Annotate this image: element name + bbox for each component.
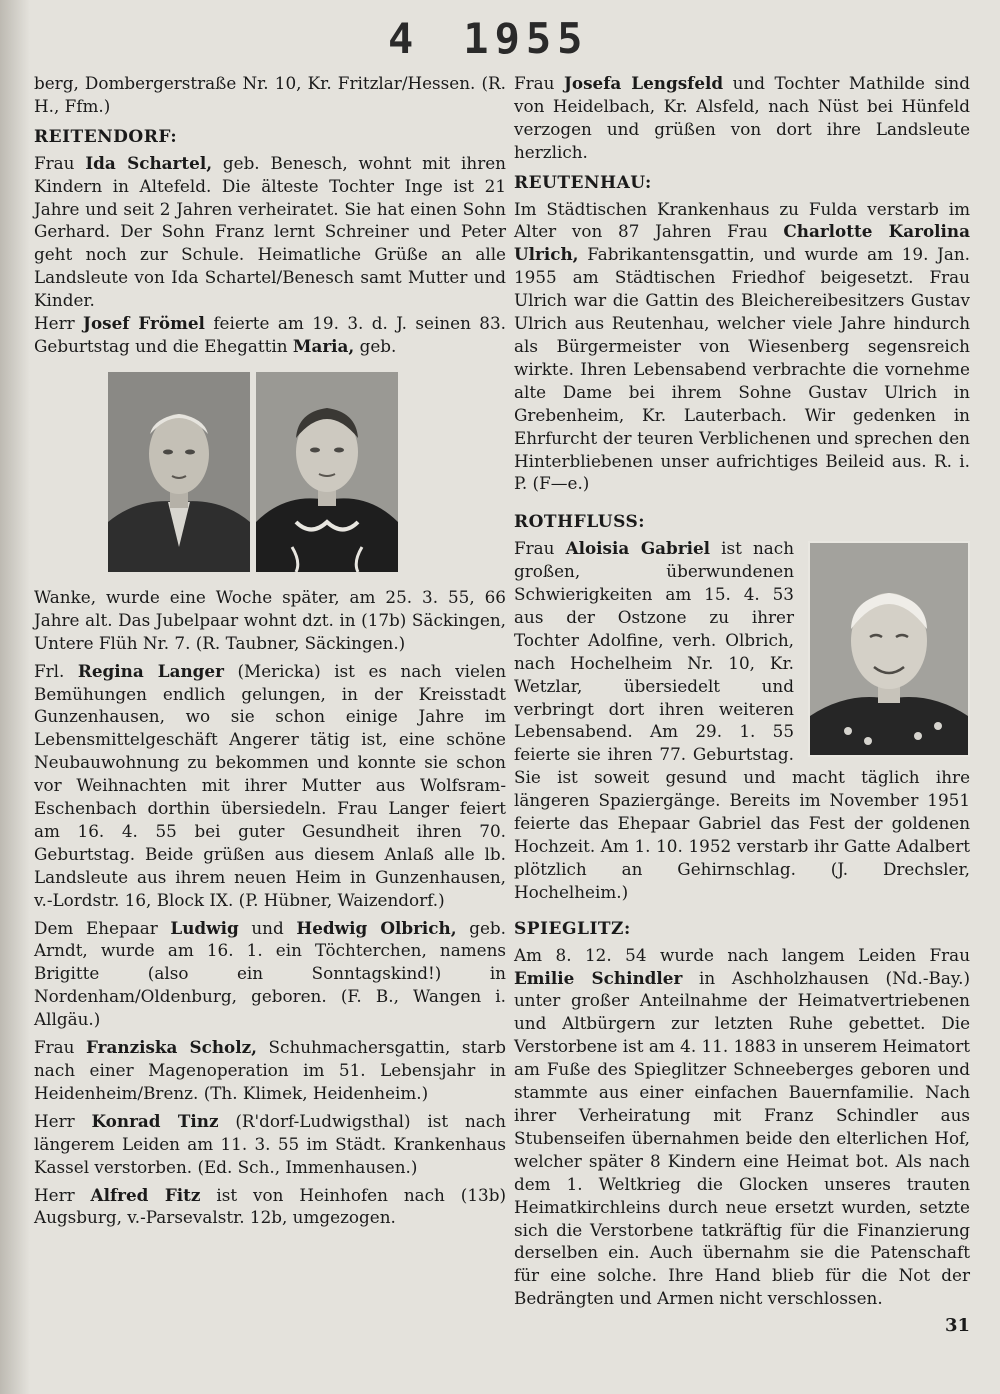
section-heading-reitendorf: REITENDORF: xyxy=(34,126,178,147)
paragraph-scholz: Frau Franziska Scholz, Schuhmachersgattin, starb nach einer Magenoperation im 51. Lebensjahr in Heidenheim/Brenz. (Th. Klimek, Heidenheim.) xyxy=(34,1037,506,1103)
paragraph-fitz: Herr Alfred Fitz ist von Heinhofen nach (13b) Augsburg, v.-Parsevalstr. 12b, umgezogen. xyxy=(34,1184,506,1228)
person-name: Regina Langer xyxy=(77,660,224,681)
intro-paragraph: berg, Dombergerstraße Nr. 10, Kr. Fritzlar/Hessen. (R. H., Ffm.) xyxy=(34,73,506,116)
person-name: Aloisia Gabriel xyxy=(565,538,711,559)
issue-year: 1955 xyxy=(463,14,589,63)
person-name: Konrad Tinz xyxy=(91,1110,219,1131)
couple-photos xyxy=(108,372,506,572)
person-name: Ida Schartel, xyxy=(85,152,213,173)
person-name: Alfred Fitz xyxy=(90,1184,201,1205)
person-name: Ludwig xyxy=(170,917,239,938)
photo-gabriel xyxy=(808,541,970,757)
portrait-woman-image xyxy=(256,372,398,572)
page-gutter-shadow xyxy=(0,0,30,1394)
page-number: 31 xyxy=(944,1315,970,1336)
person-name: Charlotte Karolina Ulrich, xyxy=(514,221,970,265)
paragraph-langer: Frl. Regina Langer (Mericka) ist es nach vielen Bemühungen endlich gelungen, in der Kreisstadt Gunzenhausen, wo sie schon einige Jahre im Lebensmittelgeschäft Angerer tätig ist, eine schöne Neubauwohnung zu bekommen und konnte sie schon vor Weihnachten mit ihrer Mutter aus Wolfsram-Eschenbach dorthin übersiedeln. Frau Langer feiert am 16. 4. 55 bei guter Gesundheit ihren 70. Geburtstag. Beide grüßen aus diesem Anlaß alle lb. Landsleute aus ihrem neuen Heim in Gunzenhausen, v.-Lordstr. 16, Block IX. (P. Hübner, Waizendorf.) xyxy=(34,660,507,910)
section-heading-rothfluss: ROTHFLUSS: xyxy=(514,512,646,533)
right-column xyxy=(514,72,970,1310)
paragraph-froemel: Herr Josef Frömel feierte am 19. 3. d. J. seinen 83. Geburtstag und die Ehegattin Maria, geb. xyxy=(34,313,506,356)
person-name: Maria, xyxy=(292,335,355,356)
rothfluss-article xyxy=(514,537,970,904)
paragraph-ulrich: Im Städtischen Krankenhaus zu Fulda verstarb im Alter von 87 Jahren Frau Charlotte Karolina Ulrich, Fabrikantensgattin, und wurde am 19. Jan. 1955 am Städtischen Friedhof beigesetzt. Frau Ulrich war die Gattin des Bleichereibesitzers Gustav Ulrich aus Reutenhau, welcher viele Jahre hindurch als Bürgermeister von Wiesenberg segensreich wirkte. Ihren Lebensabend verbrachte die vornehme alte Dame bei ihrem Sohne Gustav Ulrich in Grebenheim, Kr. Lauterbach. Wir gedenken in Ehrfurcht der teuren Verblichenen und sprechen den Hinterbliebenen unser aufrichtiges Beileid aus. R. i. P. (F—e.) xyxy=(514,198,970,494)
person-name: Hedwig Olbrich, xyxy=(296,917,457,938)
photo-man xyxy=(108,372,250,572)
portrait-old-woman-image xyxy=(808,541,970,757)
issue-number: 4 xyxy=(388,14,420,63)
person-name: Franziska Scholz, xyxy=(86,1037,257,1058)
left-column xyxy=(34,72,506,1229)
photo-woman xyxy=(256,372,398,572)
paragraph-schindler: Am 8. 12. 54 wurde nach langem Leiden Frau Emilie Schindler in Aschholzhausen (Nd.-Bay.) unter großer Anteilnahme der Heimatvertriebenen und Altbürgern zur letzten Ruhe gebettet. Die Verstorbene ist am 4. 11. 1883 in unserem Heimatort am Fuße des Spieglitzer Schneeberges geboren und stammte aus einer einfachen Bauernfamilie. Nach ihrer Verheiratung mit Franz Schindler aus Stubenseifen übernahmen beide den elterlichen Hof, welcher später 8 Kindern eine Heimat bot. Als nach dem 1. Weltkrieg die Glocken unseres trauten Heimatkirchleins durch neue ersetzt wurden, setzte sich die Verstorbene tatkräftig für die Finanzierung derselben ein. Auch übernahm sie die Patenschaft für eine solche. Ihre Hand blieb für die Not der Bedrängten und Armen nicht verschlossen. xyxy=(514,944,971,1309)
paragraph-froemel-continued: Wanke, wurde eine Woche später, am 25. 3. 55, 66 Jahre alt. Das Jubelpaar wohnt dzt. in (17b) Säckingen, Untere Flüh Nr. 7. (R. Taubner, Säckingen.) xyxy=(34,586,506,653)
paragraph-gabriel: Frau Aloisia Gabriel ist nach großen, überwundenen Schwierigkeiten am 15. 4. 53 aus der Ostzone zu ihrer Tochter Adolfine, verh. Olbrich, nach Hochelheim Nr. 10, Kr. Wetzlar, übersiedelt und verbringt dort ihren weiteren Lebensabend. Am 29. 1. 55 feierte sie ihren 77. Geburtstag. Sie ist soweit gesund und macht täglich ihre längeren Spaziergänge. Bereits im November 1951 feierte das Ehepaar Gabriel das Fest der goldenen Hochzeit. Am 1. 10. 1952 verstarb ihr Gatte Adalbert plötzlich an Gehirnschlag. (J. Drechsler, Hochelheim.) xyxy=(514,538,970,902)
paragraph-tinz: Herr Konrad Tinz (R'dorf-Ludwigsthal) ist nach längerem Leiden am 11. 3. 55 im Städt. Krankenhaus Kassel verstorben. (Ed. Sch., Immenhausen.) xyxy=(34,1110,506,1177)
paragraph-schartel: Frau Ida Schartel, geb. Benesch, wohnt mit ihren Kindern in Altefeld. Die älteste Tochter Inge ist 21 Jahre und seit 2 Jahren verheiratet. Sie hat einen Sohn Gerhard. Der Sohn Franz lernt Schreiner und Peter geht noch zur Schule. Heimatliche Grüße an alle Landsleute von Ida Schartel/Benesch samt Mutter und Kinder. xyxy=(34,152,506,311)
paragraph-olbrich: Dem Ehepaar Ludwig und Hedwig Olbrich, geb. Arndt, wurde am 16. 1. ein Töchterchen, namens Brigitte (also ein Sonntagskind!) in Nordenham/Oldenburg, geboren. (F. B., Wangen i. Allgäu.) xyxy=(34,917,506,1030)
person-name: Josefa Lengsfeld xyxy=(563,73,724,93)
issue-stamp xyxy=(388,14,588,63)
paragraph-lengsfeld: Frau Josefa Lengsfeld und Tochter Mathilde sind von Heidelbach, Kr. Alsfeld, nach Nüst bei Hünfeld verzogen und grüßen von dort ihre Landsleute herzlich. xyxy=(514,73,970,162)
person-name: Emilie Schindler xyxy=(514,967,683,988)
portrait-man-image xyxy=(108,372,250,572)
person-name: Josef Frömel xyxy=(83,313,205,334)
section-heading-reutenhau: REUTENHAU: xyxy=(514,172,652,193)
section-heading-spieglitz: SPIEGLITZ: xyxy=(514,918,631,939)
